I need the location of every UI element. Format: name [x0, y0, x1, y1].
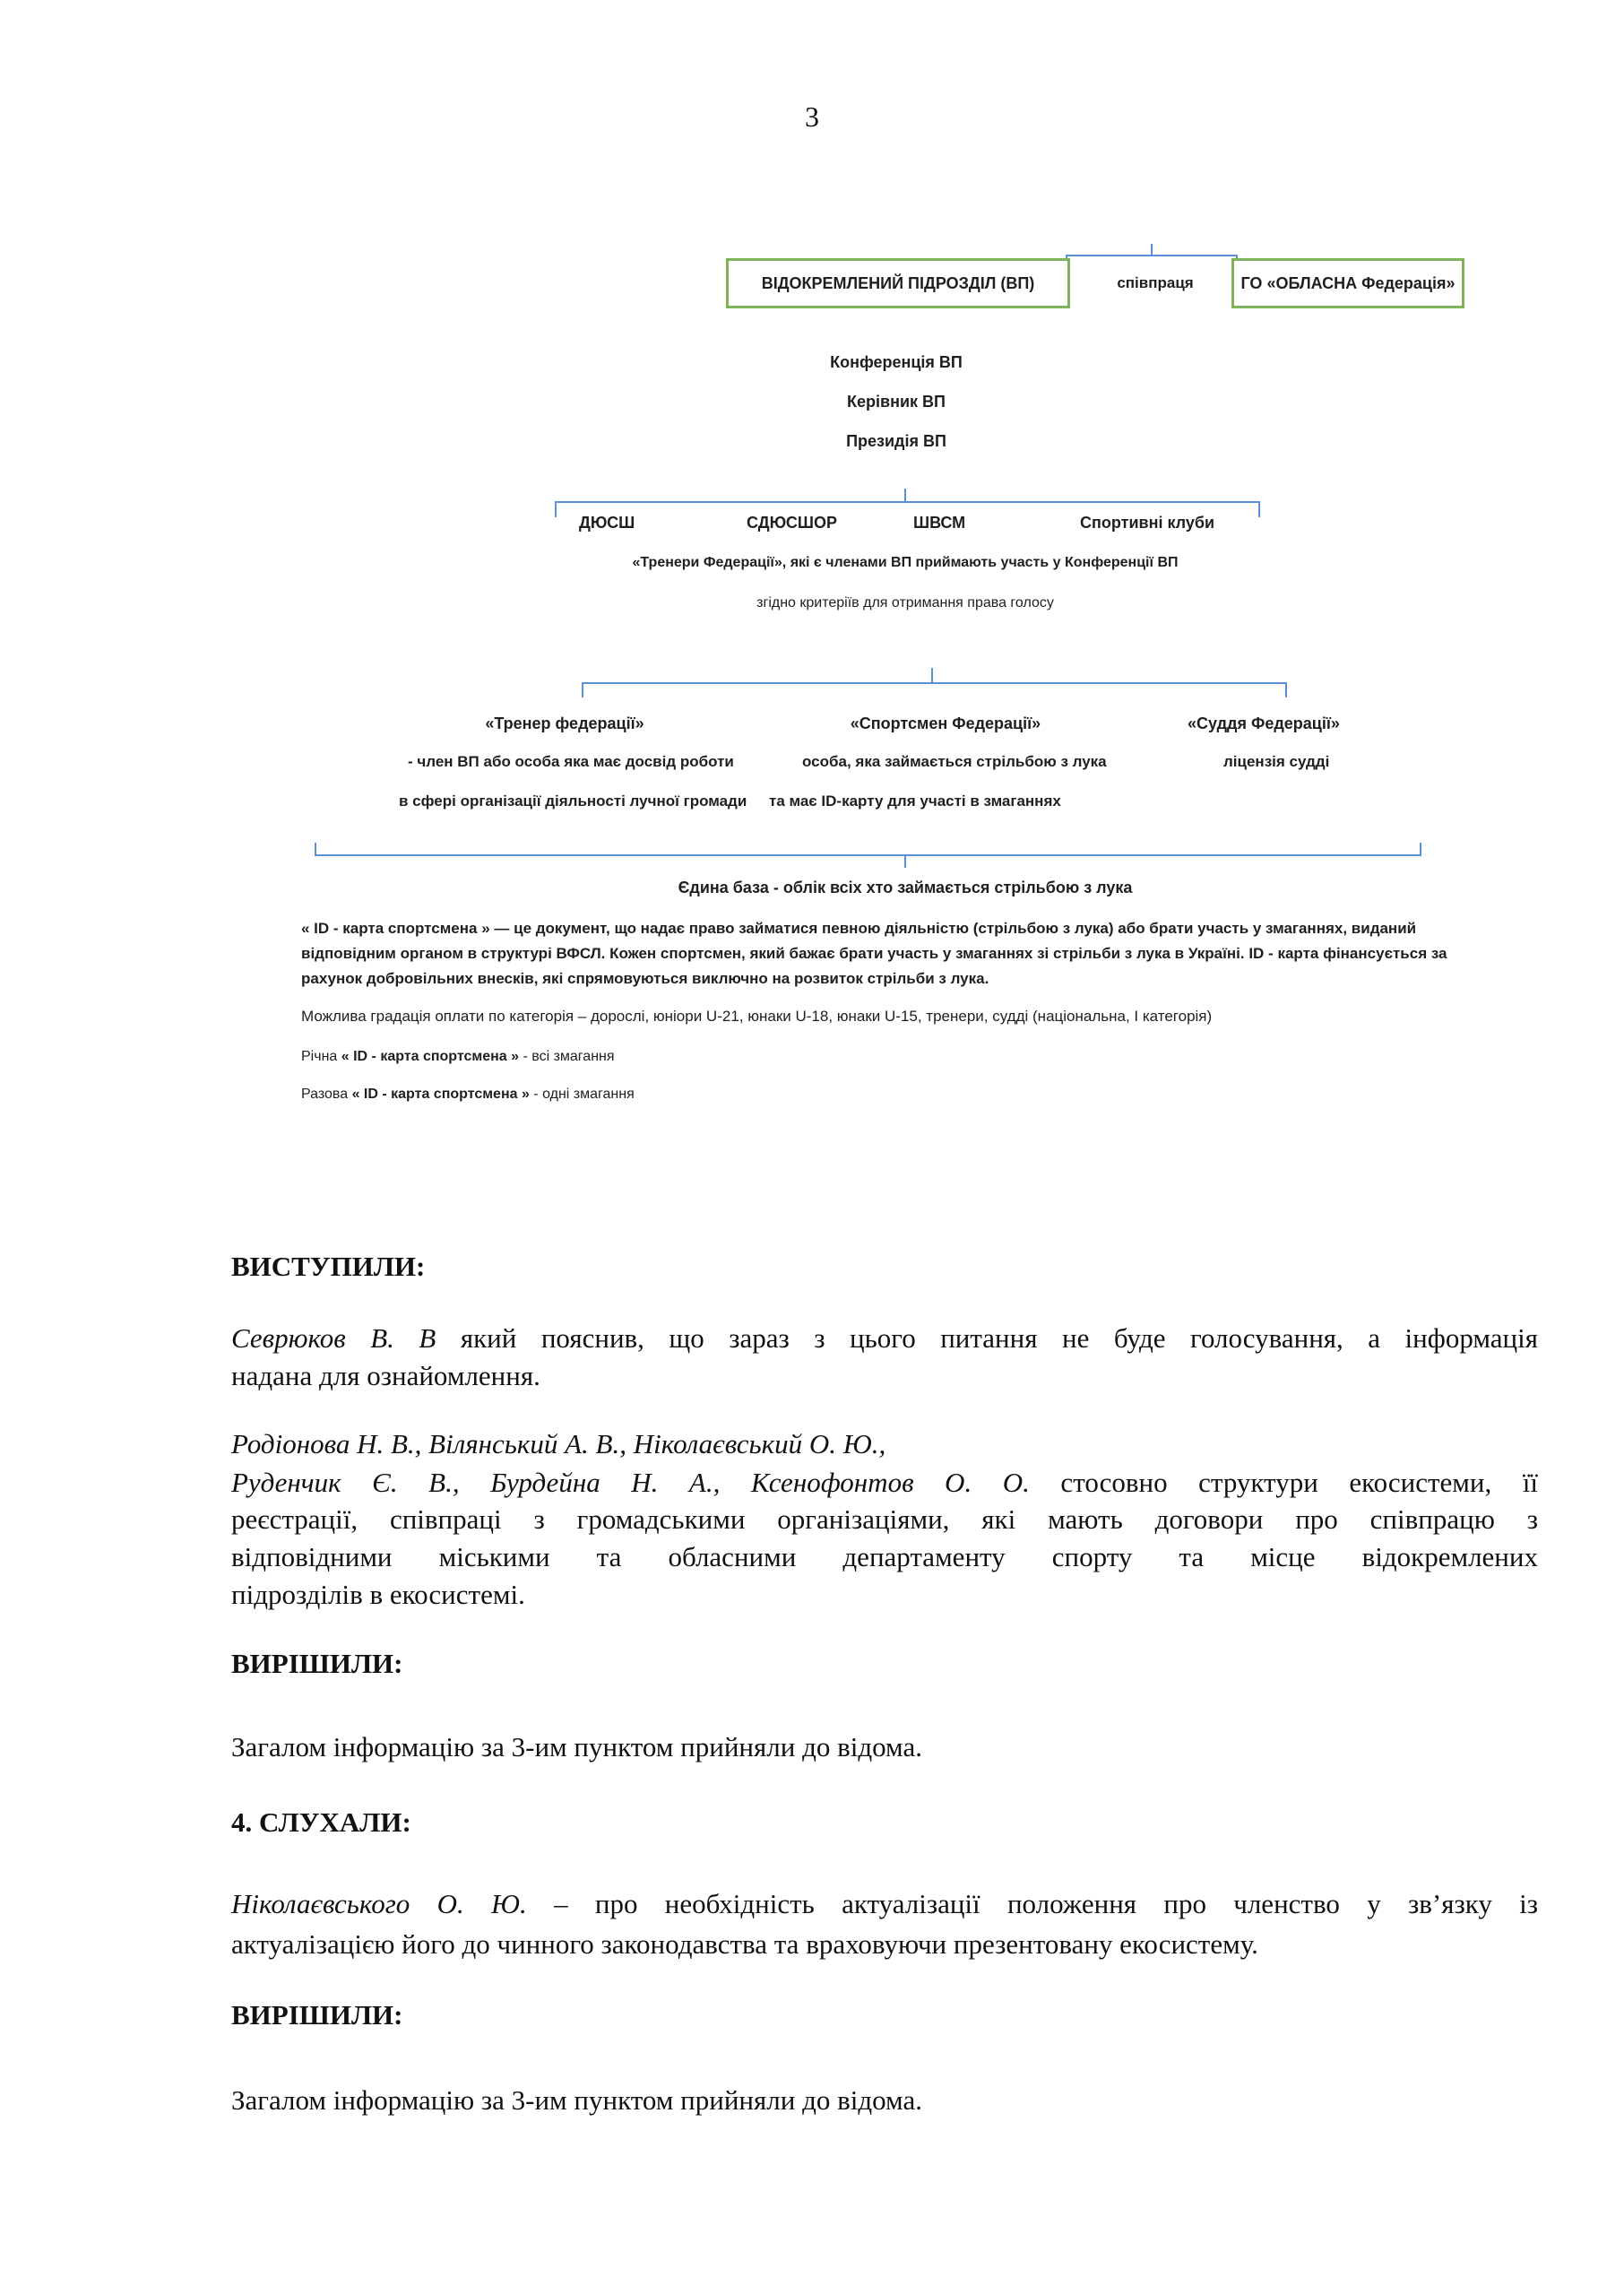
p2-names-line2: Руденчик Є. В., Бурдейна Н. А., Ксенофонтов О. О.: [231, 1467, 1030, 1498]
federation-box-label: ГО «ОБЛАСНА Федерація»: [1240, 273, 1456, 292]
annual-card: [301, 1049, 615, 1065]
annual-suffix: - всі змагання: [519, 1049, 615, 1064]
p2-text-line2: стосовно структури екосистеми, її: [1029, 1467, 1538, 1498]
body-conference: Конференція ВП: [830, 353, 963, 371]
p2-names-line1: Родіонова Н. В., Вілянський А. В., Ніколаєвський О. Ю.,: [231, 1428, 886, 1459]
gradation-text: Можлива градація оплати по категорія – дорослі, юніори U-21, юнаки U-18, юнаки U-15, тренери, судді (національна, І категорія): [301, 1008, 1213, 1025]
vp-box-label: ВІДОКРЕМЛЕНИЙ ПІДРОЗДІЛ (ВП): [761, 273, 1035, 292]
category-athlete-line2: та має ID-карту для участі в змаганнях: [769, 792, 1061, 810]
paragraph-3-line-2: актуалізацією його до чинного законодавства та враховуючи презентовану екосистему.: [231, 1928, 1258, 1960]
p3-text-line1: – про необхідність актуалізації положення про членство у зв’язку із: [526, 1888, 1538, 1919]
spoke-heading: ВИСТУПИЛИ:: [231, 1251, 426, 1282]
coaches-line-1: «Тренери Федерації», які є членами ВП приймають участь у Конференції ВП: [632, 555, 1179, 570]
decided-text-1: Загалом інформацію за 3-им пунктом прийняли до відома.: [231, 1731, 922, 1762]
paragraph-2-line-3: реєстрації, співпраці з громадськими організаціями, які мають договори про співпрацю з: [231, 1503, 1538, 1535]
single-term: « ID - карта спортсмена »: [351, 1087, 530, 1102]
annual-prefix: Річна: [301, 1049, 341, 1064]
paragraph-2-line-5: підрозділів в екосистемі.: [231, 1579, 525, 1610]
vp-box: [726, 258, 1070, 308]
decided-heading-1: ВИРІШИЛИ:: [231, 1648, 403, 1679]
heard-heading: 4. СЛУХАЛИ:: [231, 1806, 411, 1838]
p3-name: Ніколаєвського О. Ю.: [231, 1888, 527, 1919]
paragraph-3-line-1: [231, 1885, 1538, 1923]
single-card: [301, 1087, 635, 1103]
page-number: 3: [805, 100, 819, 133]
category-coach-line1: - член ВП або особа яка має досвід роботи: [408, 753, 734, 770]
single-prefix: Разова: [301, 1087, 352, 1102]
paragraph-2-line-4: відповідними міськими та обласними департаменту спорту та місце відокремлених: [231, 1541, 1538, 1572]
school-dyussh: ДЮСШ: [579, 514, 635, 532]
category-judge-title: «Суддя Федерації»: [1188, 714, 1340, 732]
body-head: Керівник ВП: [847, 393, 946, 411]
annual-term: « ID - карта спортсмена »: [341, 1049, 520, 1064]
paragraph-2-line-2: [231, 1464, 1538, 1502]
category-coach-title: «Тренер федерації»: [485, 714, 644, 732]
school-shvsm: ШВСМ: [913, 514, 966, 532]
category-coach-line2: в сфері організації діяльності лучної громади: [399, 792, 747, 810]
id-card-text: — це документ, що надає право займатися певною діяльністю (стрільбою з лука) або брати участь у змаганнях, виданий відповідним органом в структурі ВФСЛ. Кожен спортсмен, який бажає брати участь у змаганнях зі стрільби з лука в Україні. ID - карта фінансується за рахунок добровільних внесків, які спрямовуються виключно на розвиток стрільби з лука.: [301, 920, 1447, 987]
id-card-term: « ID - карта спортсмена »: [301, 920, 490, 937]
single-suffix: - одні змагання: [529, 1087, 635, 1102]
coaches-line-2: згідно критеріїв для отримання права голосу: [756, 595, 1054, 611]
body-presidium: Президія ВП: [846, 432, 946, 450]
federation-box: [1231, 258, 1464, 308]
school-clubs: Спортивні клуби: [1080, 514, 1215, 532]
paragraph-1-line-2: надана для ознайомлення.: [231, 1360, 540, 1391]
category-judge-line1: ліцензія судді: [1223, 753, 1330, 770]
paragraph-2-names-line-1: [231, 1425, 885, 1463]
category-athlete-title: «Спортсмен Федерації»: [850, 714, 1041, 732]
category-athlete-line1: особа, яка займається стрільбою з лука: [802, 753, 1107, 770]
school-sdyusshor: СДЮСШОР: [747, 514, 838, 532]
decided-text-2: Загалом інформацію за 3-им пунктом прийняли до відома.: [231, 2084, 922, 2116]
decided-heading-2: ВИРІШИЛИ:: [231, 1999, 403, 2031]
p1-text-line1: який пояснив, що зараз з цього питання не буде голосування, а інформація: [436, 1322, 1538, 1354]
p1-name: Севрюков В. В: [231, 1322, 436, 1354]
paragraph-1-line-1: [231, 1320, 1538, 1357]
database-label: Єдина база - облік всіх хто займається стрільбою з лука: [678, 879, 1133, 896]
id-card-description: [301, 916, 1482, 992]
cooperation-label: співпраця: [1117, 274, 1194, 291]
